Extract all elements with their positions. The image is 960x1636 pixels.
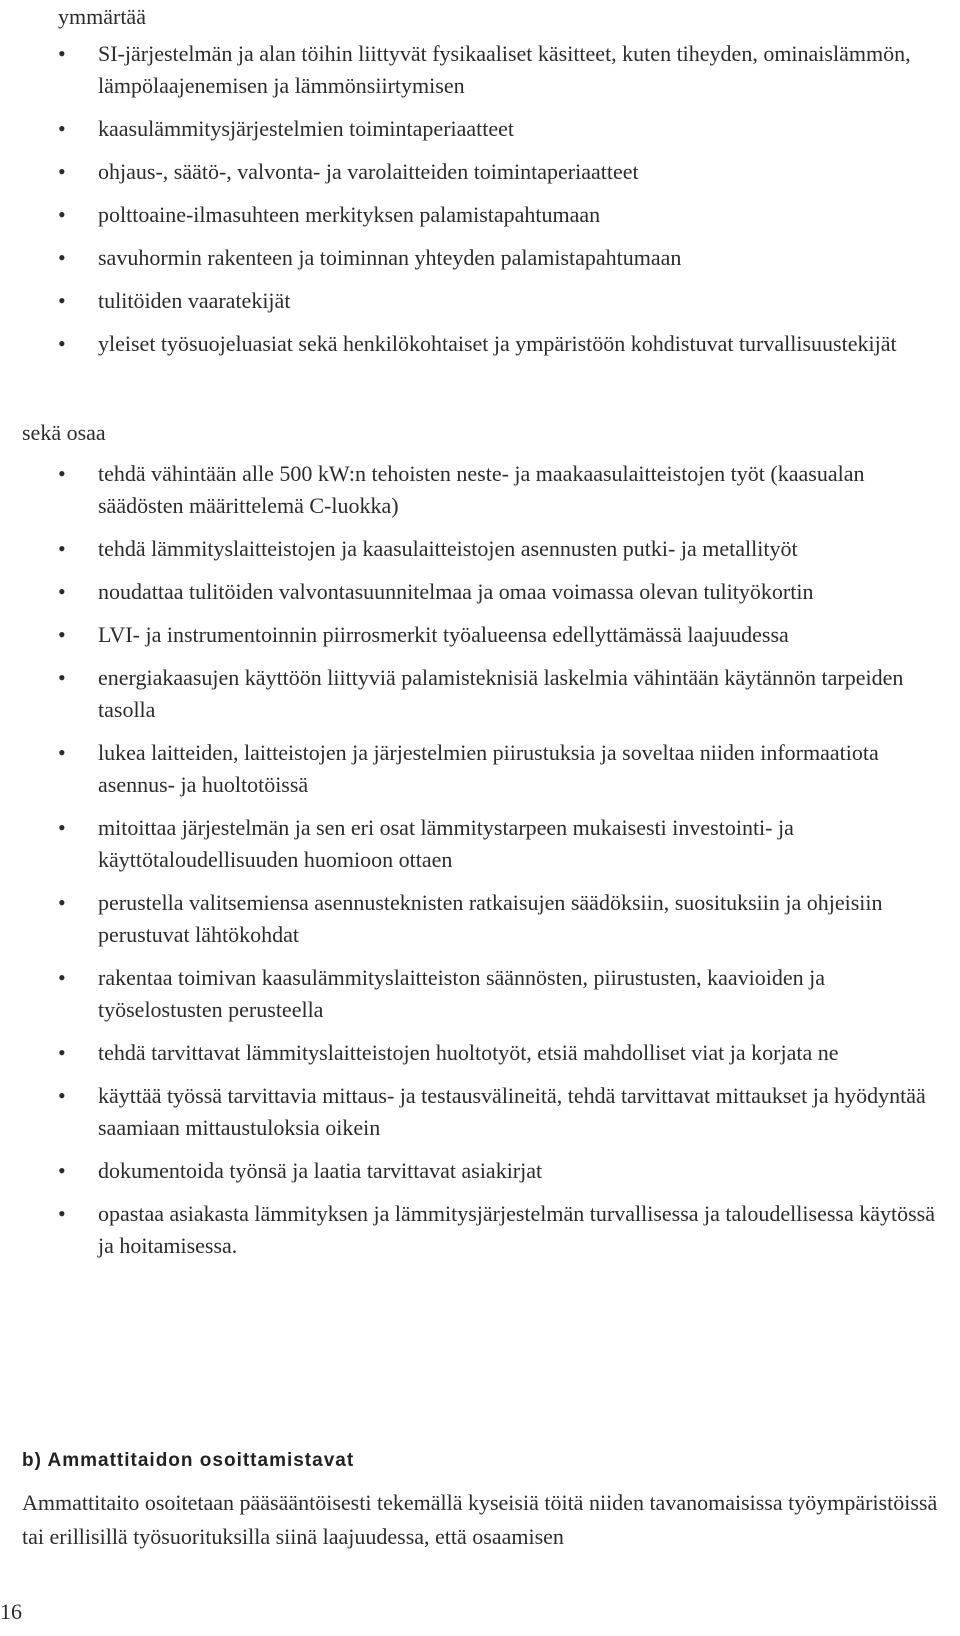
list-item — [58, 1080, 938, 1144]
bullet-icon: • — [58, 536, 66, 561]
list-item-text: LVI- ja instrumentoinnin piirrosmerkit työalueensa edellyttämässä laajuudessa — [98, 622, 789, 647]
list-item — [58, 662, 938, 726]
bullet-icon: • — [58, 1158, 66, 1183]
list-item — [58, 812, 938, 876]
subtitle-text: sekä osaa — [22, 420, 106, 445]
list-item-text: ohjaus-, säätö-, valvonta- ja varolaitteiden toimintaperiaatteet — [98, 159, 639, 184]
list-item-text: opastaa asiakasta lämmityksen ja lämmitysjärjestelmän turvallisessa ja taloudellisessa käytössä ja hoitamisessa. — [98, 1201, 935, 1258]
bullet-icon: • — [58, 245, 66, 270]
skills-list — [58, 458, 938, 1273]
list-item — [58, 113, 938, 145]
list-item — [58, 156, 938, 188]
list-item-text: rakentaa toimivan kaasulämmityslaitteiston säännösten, piirustusten, kaavioiden ja työselostusten perusteella — [98, 965, 826, 1022]
list-item — [58, 199, 938, 231]
bullet-icon: • — [58, 461, 66, 486]
list-item-text: energiakaasujen käyttöön liittyviä palamisteknisiä laskelmia vähintään käytännön tarpeiden tasolla — [98, 665, 904, 722]
list-item — [58, 458, 938, 522]
list-item-text: polttoaine-ilmasuhteen merkityksen palamistapahtumaan — [98, 202, 601, 227]
list-item-text: mitoittaa järjestelmän ja sen eri osat lämmitystarpeen mukaisesti investointi- ja käyttötaloudellisuuden huomioon ottaen — [98, 815, 794, 872]
list-item — [58, 38, 938, 102]
list-item — [58, 533, 938, 565]
bullet-icon: • — [58, 965, 66, 990]
list-item — [58, 887, 938, 951]
section-heading: b) Ammattitaidon osoittamistavat — [22, 1450, 355, 1471]
list-item — [58, 285, 938, 317]
list-item-text: käyttää työssä tarvittavia mittaus- ja testausvälineitä, tehdä tarvittavat mittaukset ja hyödyntää saamiaan mittaustuloksia oikein — [98, 1083, 926, 1140]
list-item-text: tehdä tarvittavat lämmityslaitteistojen huoltotyöt, etsiä mahdolliset viat ja korjata ne — [98, 1040, 839, 1065]
bullet-icon: • — [58, 890, 66, 915]
bullet-icon: • — [58, 331, 66, 356]
list-item-text: lukea laitteiden, laitteistojen ja järjestelmien piirustuksia ja soveltaa niiden informaatiota asennus- ja huoltotöissä — [98, 740, 879, 797]
list-item-text: SI-järjestelmän ja alan töihin liittyvät fysikaaliset käsitteet, kuten tiheyden, ominaislämmön, lämpölaajenemisen ja lämmönsiirtymisen — [98, 41, 911, 98]
page-number: 16 — [0, 1599, 22, 1624]
bullet-icon: • — [58, 1201, 66, 1226]
list-item — [58, 1155, 938, 1187]
list-item-text: perustella valitsemiensa asennusteknisten ratkaisujen säädöksiin, suosituksiin ja ohjeisiin perustuvat lähtökohdat — [98, 890, 883, 947]
list-item — [58, 1037, 938, 1069]
list-item-text: tehdä vähintään alle 500 kW:n tehoisten neste- ja maakaasulaitteistojen työt (kaasualan säädösten määrittelemä C-luokka) — [98, 461, 865, 518]
bullet-icon: • — [58, 41, 66, 66]
bullet-icon: • — [58, 288, 66, 313]
bullet-icon: • — [58, 159, 66, 184]
list-item-text: tulitöiden vaaratekijät — [98, 288, 291, 313]
bullet-icon: • — [58, 116, 66, 141]
body-paragraph: Ammattitaito osoitetaan pääsääntöisesti tekemällä kyseisiä töitä niiden tavanomaisissa työympäristöissä tai erillisillä työsuorituksilla siinä laajuudessa, että osaamisen — [22, 1490, 938, 1549]
bullet-icon: • — [58, 740, 66, 765]
list-item-text: yleiset työsuojeluasiat sekä henkilökohtaiset ja ympäristöön kohdistuvat turvallisuustekijät — [98, 331, 897, 356]
bullet-icon: • — [58, 202, 66, 227]
list-item — [58, 962, 938, 1026]
bullet-icon: • — [58, 1040, 66, 1065]
bullet-icon: • — [58, 622, 66, 647]
list-item-text: noudattaa tulitöiden valvontasuunnitelmaa ja omaa voimassa olevan tulityökortin — [98, 579, 814, 604]
intro-text: ymmärtää — [58, 4, 146, 29]
knowledge-list — [58, 38, 938, 371]
bullet-icon: • — [58, 665, 66, 690]
bullet-icon: • — [58, 815, 66, 840]
bullet-icon: • — [58, 1083, 66, 1108]
list-item-text: dokumentoida työnsä ja laatia tarvittavat asiakirjat — [98, 1158, 543, 1183]
list-item-text: tehdä lämmityslaitteistojen ja kaasulaitteistojen asennusten putki- ja metallityöt — [98, 536, 798, 561]
list-item — [58, 576, 938, 608]
list-item — [58, 328, 938, 360]
list-item — [58, 619, 938, 651]
bullet-icon: • — [58, 579, 66, 604]
list-item — [58, 737, 938, 801]
list-item-text: kaasulämmitysjärjestelmien toimintaperiaatteet — [98, 116, 515, 141]
list-item — [58, 1198, 938, 1262]
list-item — [58, 242, 938, 274]
list-item-text: savuhormin rakenteen ja toiminnan yhteyden palamistapahtumaan — [98, 245, 682, 270]
